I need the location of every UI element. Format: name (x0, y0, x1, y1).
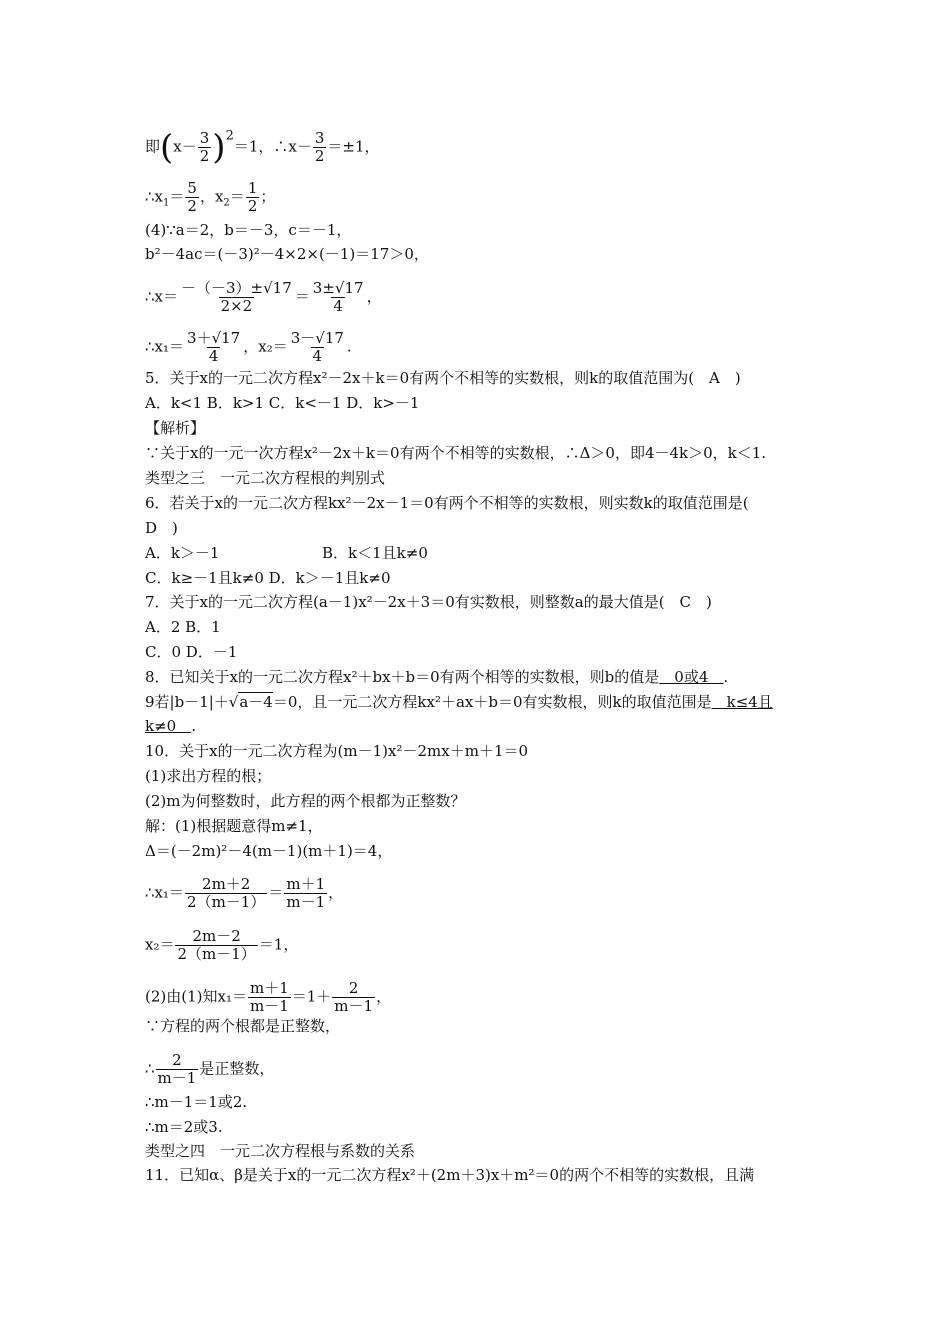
eq-line-6 (145, 330, 352, 365)
subscript: 1 (163, 197, 170, 209)
numerator: 2 (348, 979, 359, 997)
text: ＝±1， (327, 137, 380, 156)
denominator: 4 (312, 347, 323, 365)
question-10-part-1: (1)求出方程的根； (145, 767, 272, 785)
numerator: 3 (314, 129, 325, 147)
denominator: 2（m－1） (187, 893, 266, 911)
eq-line-1 (145, 127, 380, 168)
answer-blank: k≤4且 (711, 693, 773, 711)
denominator: 2 (314, 147, 325, 165)
text: ＝0，且一元二次方程kx²＋ax＋b＝0有实数根，则k的取值范围是 (272, 693, 712, 711)
option-a: A．k＞－1 (145, 544, 220, 562)
text: ＝ (229, 187, 245, 206)
analysis-label: 【解析】 (145, 419, 206, 437)
question-6: 6．若关于x的一元二次方程kx²－2x－1＝0有两个不相等的实数根，则实数k的取值范围是( (145, 494, 749, 512)
text: 即 (145, 137, 161, 156)
denominator: 2 (187, 197, 197, 215)
paren-close: ) (212, 127, 226, 168)
eq-line-3: (4)∵a＝2，b＝－3，c＝－1， (145, 221, 352, 239)
text: 9若|b－1|＋ (145, 693, 229, 711)
text: ＝1， (258, 935, 299, 954)
denominator: m－1 (249, 997, 289, 1015)
section-type-4: 类型之四 一元二次方程根与系数的关系 (145, 1142, 416, 1160)
text: x－ (173, 137, 197, 156)
text: ∴x＝ (145, 287, 179, 306)
text: ， (328, 883, 344, 902)
text: (2)由(1)知x₁＝ (145, 987, 247, 1006)
numerator: 3－√17 (290, 329, 344, 347)
text: . (191, 717, 196, 735)
section-type-3: 类型之三 一元二次方程根的判别式 (145, 469, 386, 487)
sqrt-radicand: a－4 (239, 693, 273, 711)
numerator: －（－3）±√17 (181, 279, 292, 297)
question-7: 7．关于x的一元二次方程(a－1)x²－2x＋3＝0有实数根，则整数a的最大值是( C ) (145, 593, 712, 611)
fraction (311, 280, 366, 315)
eq-line-4: b²－4ac＝(－3)²－4×2×(－1)＝17＞0， (145, 245, 429, 263)
text: ， (376, 987, 392, 1006)
eq-line-5 (145, 280, 382, 315)
fraction (313, 130, 327, 165)
fraction (185, 876, 267, 911)
denominator: 2 (199, 147, 210, 165)
fraction (246, 180, 260, 215)
fraction (156, 1052, 199, 1087)
denominator: m－1 (157, 1069, 197, 1087)
question-6-answer: D ) (145, 519, 178, 537)
text: ∴x (145, 187, 164, 206)
denominator: m－1 (286, 893, 326, 911)
solution-line-1: 解：(1)根据题意得m≠1， (145, 817, 323, 835)
question-7-options-ab: A．2 B．1 (145, 618, 221, 636)
question-10: 10．关于x的一元二次方程为(m－1)x²－2mx＋m＋1＝0 (145, 742, 529, 760)
solution-line-6: ∵方程的两个根都是正整数， (145, 1017, 341, 1035)
fraction (179, 280, 294, 315)
numerator: m＋1 (286, 875, 326, 893)
numerator: 2 (172, 1051, 182, 1069)
denominator: 4 (333, 297, 343, 315)
solution-line-4 (145, 928, 298, 963)
fraction (185, 180, 199, 215)
numerator: 3±√17 (312, 279, 364, 297)
eq-line-2 (145, 180, 275, 215)
option-b: B．k＜1且k≠0 (322, 544, 428, 562)
denominator: 2（m－1） (177, 945, 256, 963)
question-7-options-cd: C．0 D．－1 (145, 643, 238, 661)
text: ∴x₁＝ (145, 883, 185, 902)
text: ＝ (268, 883, 284, 902)
numerator: 3 (199, 129, 210, 147)
text: ＝ (169, 187, 185, 206)
fraction (175, 928, 257, 963)
question-11: 11．已知α、β是关于x的一元二次方程x²＋(2m＋3)x＋m²＝0的两个不相等的实数根，且满 (145, 1166, 755, 1184)
text: ∴ (145, 1059, 155, 1078)
answer-blank: 0或4 (659, 668, 724, 686)
question-9-cont (145, 716, 196, 736)
question-6-options-cd: C．k≥－1且k≠0 D．k＞－1且k≠0 (145, 569, 391, 587)
numerator: 1 (247, 179, 258, 197)
question-10-part-2: (2)m为何整数时，此方程的两个根都为正整数？ (145, 792, 466, 810)
fraction (332, 980, 375, 1015)
solution-line-9: ∴m＝2或3. (145, 1118, 223, 1136)
solution-line-3 (145, 876, 343, 911)
text: x₂＝ (145, 935, 175, 954)
solution-line-5 (145, 980, 391, 1015)
denominator: 2 (247, 197, 258, 215)
numerator: 3＋√17 (187, 329, 241, 347)
text: ，x (199, 187, 224, 206)
denominator: 4 (208, 347, 219, 365)
question-8 (145, 667, 728, 687)
text: . (346, 337, 352, 356)
exponent: 2 (225, 128, 234, 144)
text: ； (260, 187, 276, 206)
text: ∴x₁＝ (145, 337, 185, 356)
solution-line-2: Δ＝(－2m)²－4(m－1)(m＋1)＝4， (145, 842, 393, 860)
numerator: 5 (187, 179, 197, 197)
paren-open: ( (160, 127, 174, 168)
text: ，x₂＝ (243, 337, 288, 356)
question-5-options: A．k<1 B．k>1 C．k<－1 D．k>－1 (145, 394, 420, 412)
numerator: 2m－2 (192, 927, 241, 945)
solution-line-8: ∴m－1＝1或2. (145, 1093, 248, 1111)
text: 是正整数， (199, 1059, 275, 1078)
numerator: m＋1 (249, 979, 289, 997)
text: ＝1＋ (291, 987, 332, 1006)
denominator: m－1 (334, 997, 374, 1015)
fraction (248, 980, 291, 1015)
fraction (198, 130, 212, 165)
numerator: 2m＋2 (202, 875, 251, 893)
text: . (723, 668, 729, 686)
denominator: 2×2 (220, 297, 253, 315)
fraction (284, 876, 327, 911)
question-6-options-ab (145, 543, 428, 563)
text: 8．已知关于x的一元二次方程x²＋bx＋b＝0有两个相等的实数根，则b的值是 (145, 668, 660, 686)
question-5-answer: ∵关于x的一元一次方程x²－2x＋k＝0有两个不相等的实数根，∴Δ＞0，即4－4k＞0，k＜1. (145, 444, 767, 462)
fraction (289, 330, 346, 365)
text: ， (366, 287, 382, 306)
fraction (185, 330, 242, 365)
text: ＝1，∴x－ (233, 137, 312, 156)
question-5: 5．关于x的一元二次方程x²－2x＋k＝0有两个不相等的实数根，则k的取值范围为( A ) (145, 369, 741, 387)
text: ＝ (294, 287, 310, 306)
solution-line-7 (145, 1052, 274, 1087)
answer-blank: k≠0 (145, 717, 192, 735)
question-9 (145, 692, 773, 712)
sqrt-sign: √ (228, 693, 239, 711)
subscript: 2 (223, 197, 230, 209)
